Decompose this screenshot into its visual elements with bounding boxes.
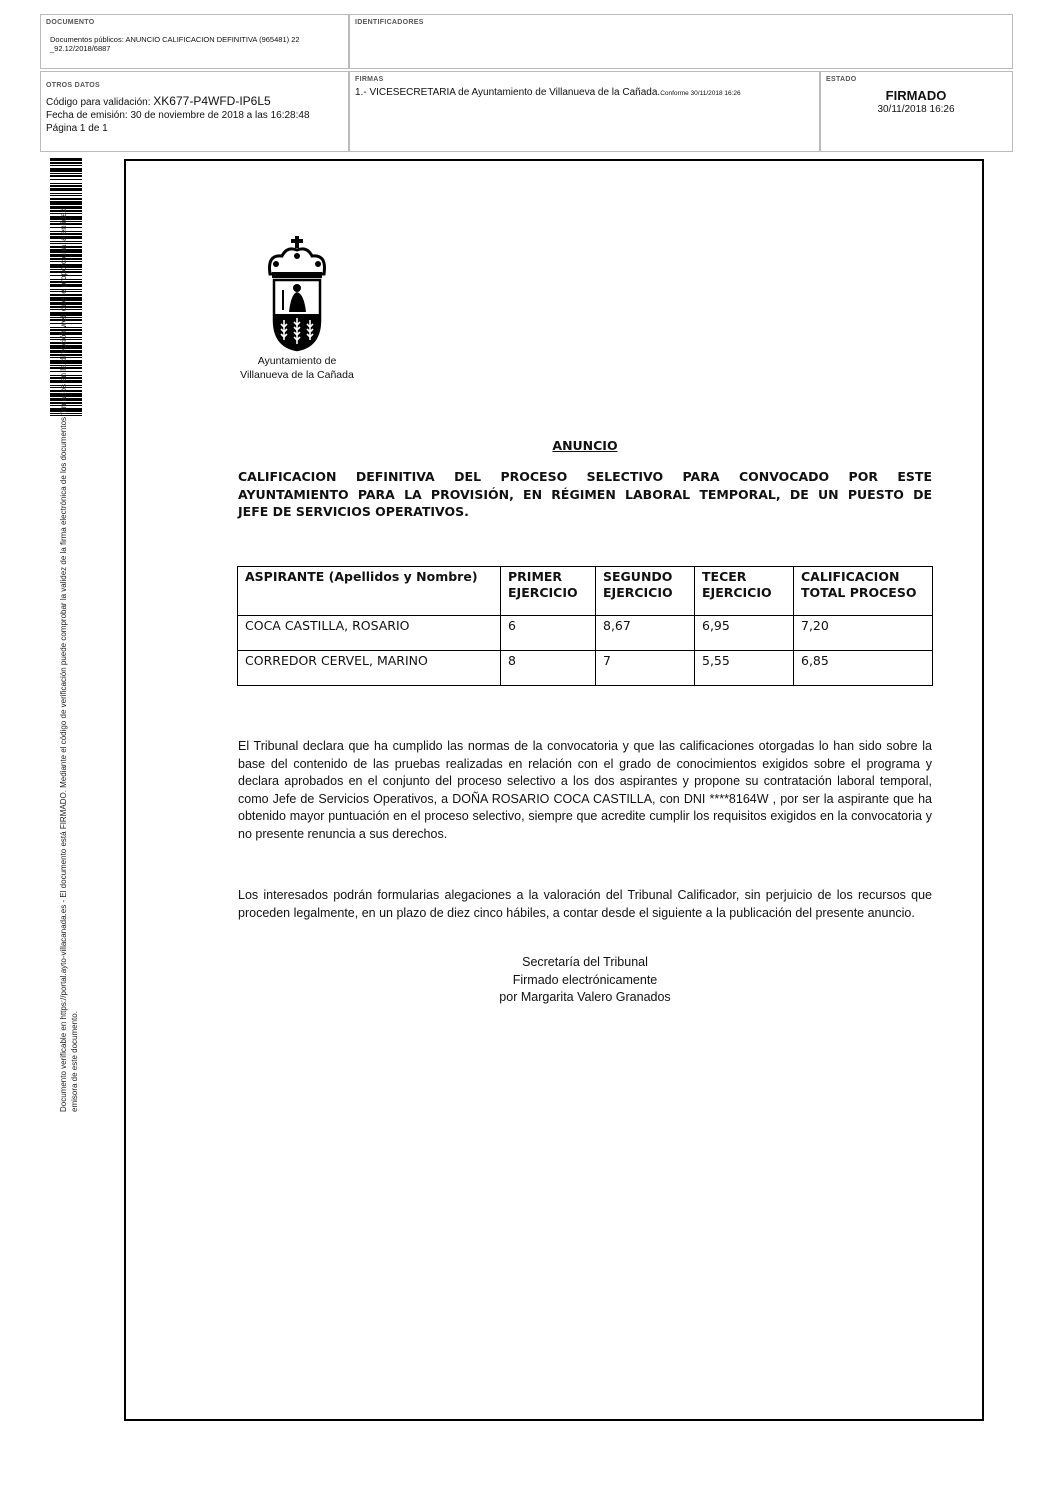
firmas-label: FIRMAS <box>355 76 384 83</box>
identificadores-box <box>349 14 1013 69</box>
cell-aspirante: COCA CASTILLA, ROSARIO <box>238 616 501 651</box>
cell-primer: 6 <box>501 616 596 651</box>
documento-label: DOCUMENTO <box>46 19 95 26</box>
cell-total: 7,20 <box>794 616 933 651</box>
table-row <box>238 651 933 686</box>
cell-segundo: 8,67 <box>596 616 695 651</box>
pagina-info: Página 1 de 1 <box>46 123 108 134</box>
firmas-signer: 1.- VICESECRETARIA de Ayuntamiento de Villanueva de la Cañada. <box>355 87 661 98</box>
firmas-text <box>355 86 741 100</box>
identificadores-label: IDENTIFICADORES <box>355 19 424 26</box>
logo-caption-line1: Ayuntamiento de <box>257 355 337 367</box>
anuncio-heading: ANUNCIO <box>552 438 618 453</box>
cell-tercer: 6,95 <box>695 616 794 651</box>
signature-line1: Secretaría del Tribunal <box>522 955 648 969</box>
title-line1: CALIFICACION DEFINITIVA DEL PROCESO SELECTIVO PARA CONVOCADO POR ESTE <box>238 469 932 484</box>
documento-text <box>50 35 346 53</box>
results-table <box>237 566 933 686</box>
documento-text-line1: Documentos públicos: ANUNCIO CALIFICACION DEFINITIVA (965481) 22 <box>50 35 300 44</box>
cell-primer: 8 <box>501 651 596 686</box>
documento-text-line2: _92.12/2018/6887 <box>50 44 111 53</box>
signature-line2: Firmado electrónicamente <box>512 972 658 987</box>
paragraph-tribunal: El Tribunal declara que ha cumplido las normas de la convocatoria y que las calificaciones otorgadas lo han sido sobre la base del contenido de las pruebas realizadas en relación con el grado de conocimientos exigidos sobre el programa y declara aprobados en el conjunto del proceso selectivo a los dos aspirantes y propone su contratación laboral temporal, como Jefe de Servicios Operativos, a DOÑA ROSARIO COCA CASTILLA, con DNI ****8164W , por ser la aspirante que ha obtenido mayor puntuación en el proceso selectivo, siempre que acredite cumplir los requisitos exigidos en la convocatoria y no presente renuncia a sus derechos. <box>238 739 932 841</box>
firmas-box <box>349 71 820 152</box>
header-segundo: SEGUNDO EJERCICIO <box>596 567 695 616</box>
logo-caption-line2: Villanueva de la Cañada <box>240 369 354 381</box>
fecha-emision: Fecha de emisión: 30 de noviembre de 2018 a las 16:28:48 <box>46 110 310 121</box>
signature-block <box>420 954 750 1007</box>
codigo-label: Código para validación: <box>46 97 151 108</box>
firmas-small: Conforme 30/11/2018 16:26 <box>660 90 741 97</box>
side-text-line2: emisora de este documento. <box>70 1011 79 1112</box>
estado-value: FIRMADO <box>885 88 947 103</box>
header-primer: PRIMER EJERCICIO <box>501 567 596 616</box>
document-title <box>238 468 932 521</box>
cell-segundo: 7 <box>596 651 695 686</box>
otros-datos-box <box>40 71 349 152</box>
codigo-value: XK677-P4WFD-IP6L5 <box>153 94 271 108</box>
cell-tercer: 5,55 <box>695 651 794 686</box>
title-line2: AYUNTAMIENTO PARA LA PROVISIÓN, EN RÉGIMEN LABORAL TEMPORAL, DE UN PUESTO DE <box>238 486 932 502</box>
verification-side-text <box>58 208 80 1112</box>
estado-label: ESTADO <box>826 76 857 83</box>
estado-box <box>820 71 1013 152</box>
title-line3: JEFE DE SERVICIOS OPERATIVOS. <box>238 504 469 519</box>
coat-of-arms-logo <box>262 234 332 352</box>
estado-date: 30/11/2018 16:26 <box>877 104 955 115</box>
codigo-validacion <box>46 95 271 109</box>
header-tercer: TECER EJERCICIO <box>695 567 794 616</box>
header-total: CALIFICACION TOTAL PROCESO <box>794 567 933 616</box>
paragraph-alegaciones: Los interesados podrán formularias alegaciones a la valoración del Tribunal Calificador, sin perjuicio de los recursos que proceden legalmente, en un plazo de diez cinco hábiles, a contar desde el siguiente a la publicación del presente anuncio. <box>238 888 932 920</box>
otros-datos-label: OTROS DATOS <box>46 82 100 89</box>
header-aspirante: ASPIRANTE (Apellidos y Nombre) <box>238 567 501 616</box>
table-header-row <box>238 567 933 616</box>
documento-box <box>40 14 349 69</box>
cell-aspirante: CORREDOR CERVEL, MARINO <box>238 651 501 686</box>
signature-line3: por Margarita Valero Granados <box>499 990 671 1004</box>
table-row <box>238 616 933 651</box>
cell-total: 6,85 <box>794 651 933 686</box>
logo-caption <box>226 354 368 382</box>
side-text-line1: Documento verificable en https://portal.ayto-villacanada.es - El documento está FIRMADO. Mediante el código de verificación puede comprobar la validez de la firma electrónica de los documentos firmados en la dirección web que le proporciona la entidad <box>59 207 68 1112</box>
